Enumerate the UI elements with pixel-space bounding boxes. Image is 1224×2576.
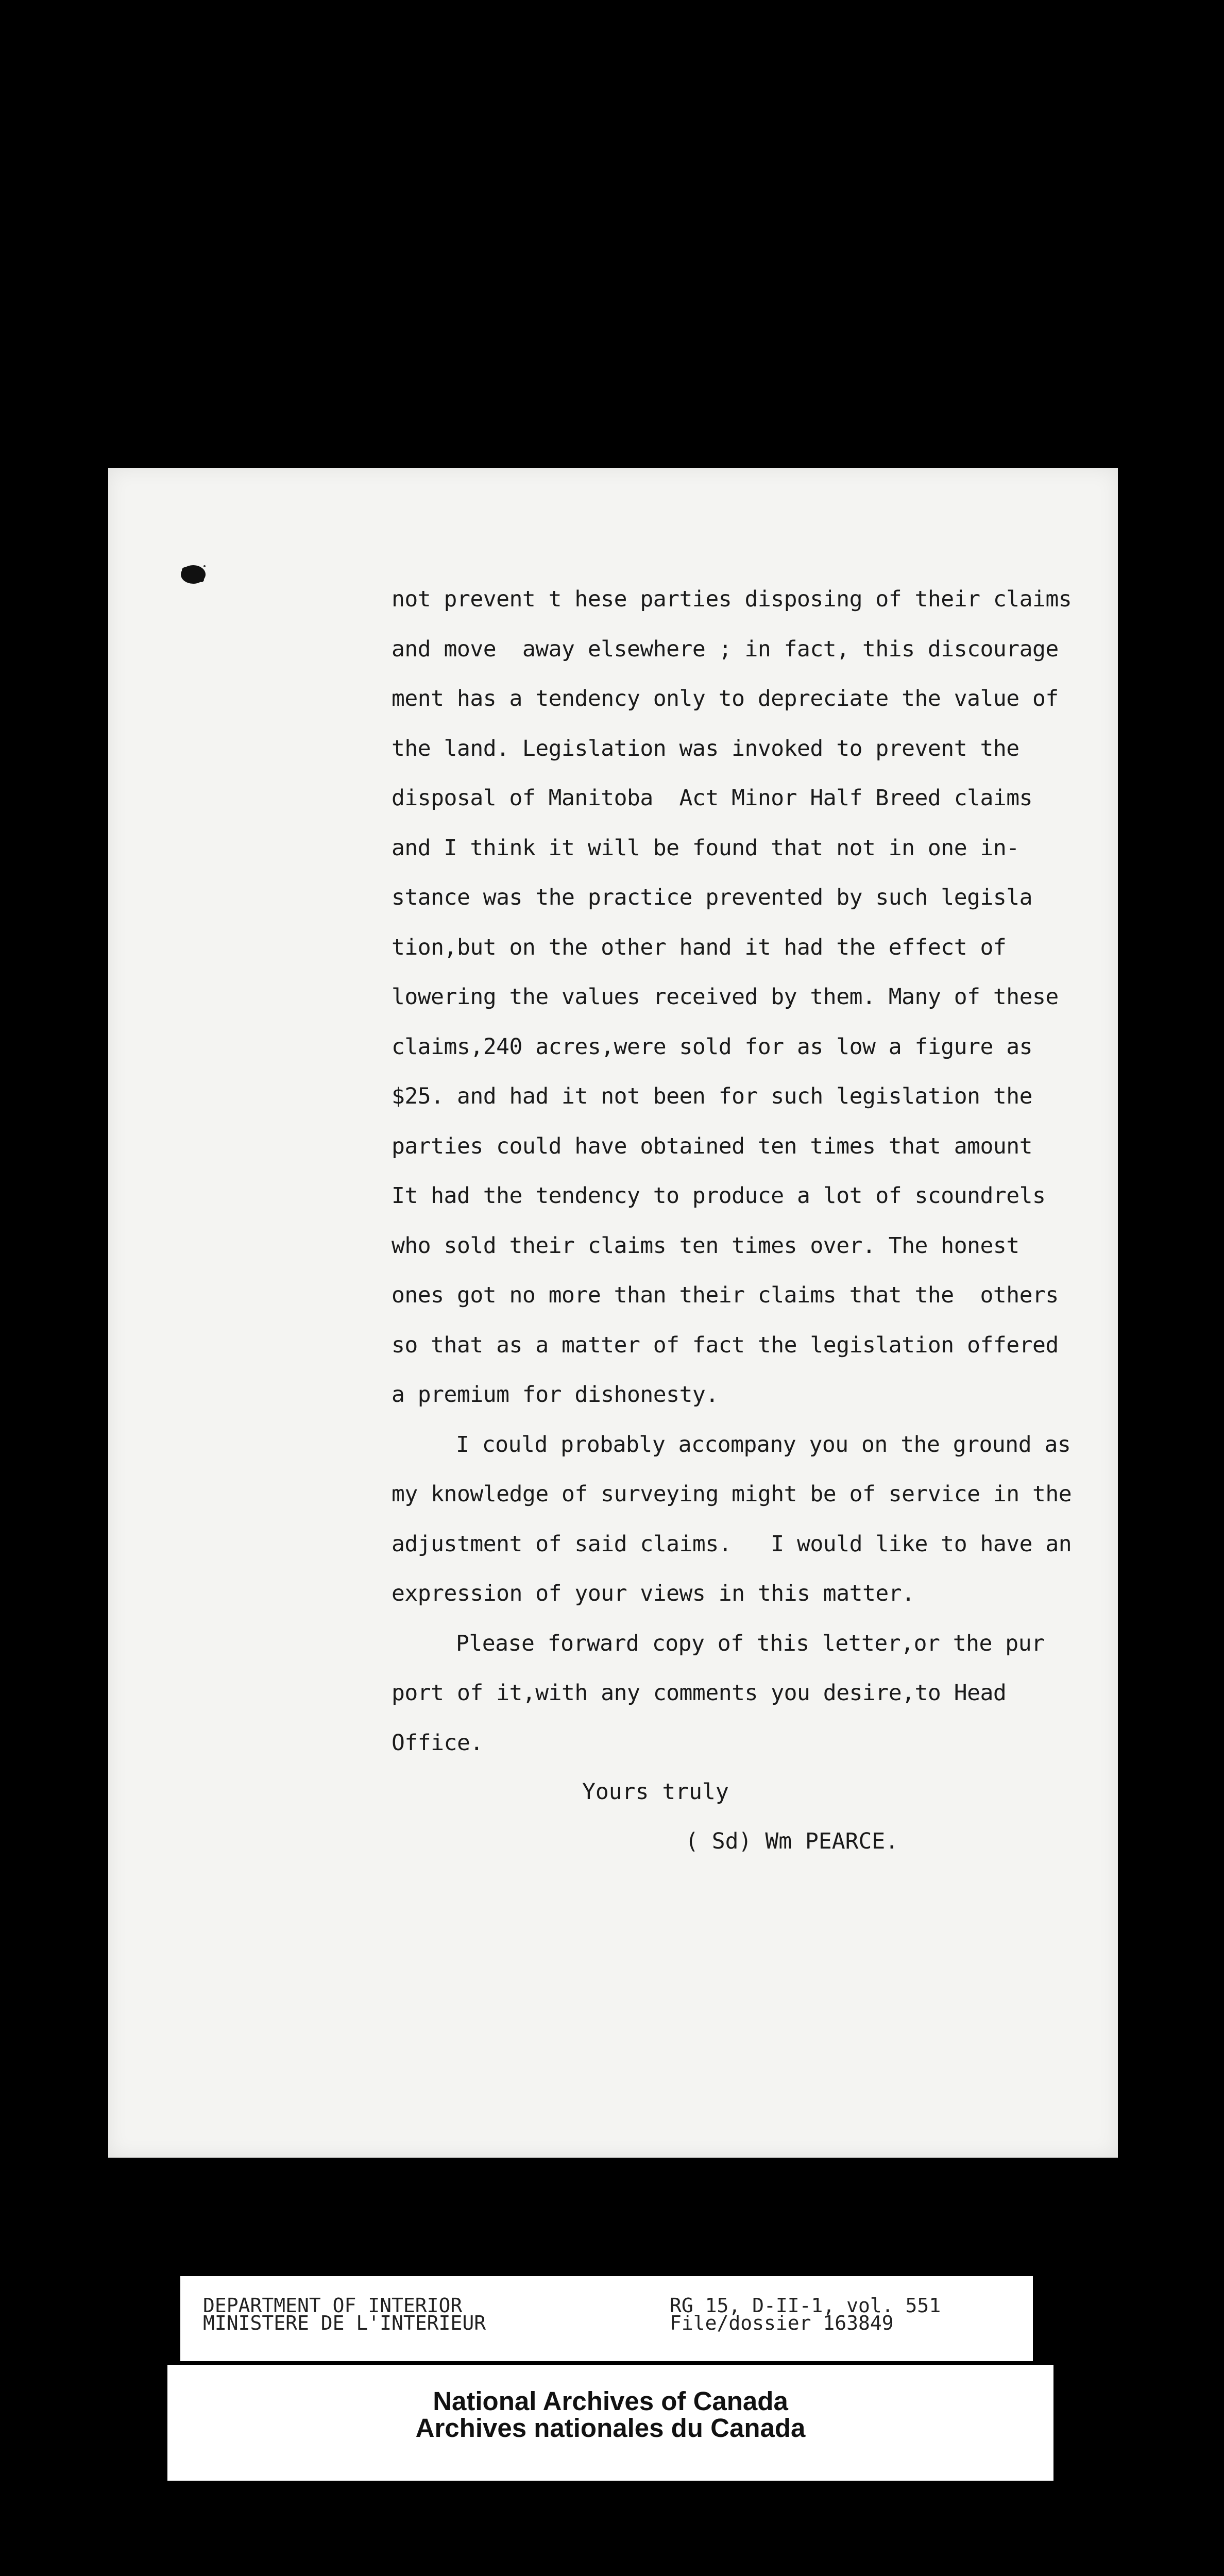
letter-signature: ( Sd) Wm PEARCE. [685,1828,899,1854]
letter-closing: Yours truly [582,1779,729,1805]
letter-line: Please forward copy of this letter,or the pur [456,1630,1045,1656]
archives-banner [167,2365,1053,2481]
ink-blot-mark [178,559,209,590]
letter-line: It had the tendency to produce a lot of scoundrels [392,1183,1046,1209]
letter-line: I could probably accompany you on the ground as [456,1431,1071,1458]
letter-line: not prevent t hese parties disposing of their claims [392,586,1072,612]
department-french: MINISTERE DE L'INTERIEUR [203,2312,486,2334]
letter-line: the land. Legislation was invoked to prevent the [392,735,1019,761]
letter-line: who sold their claims ten times over. The honest [392,1232,1019,1259]
letter-line: port of it,with any comments you desire,to Head [392,1680,1007,1706]
letter-line: and I think it will be found that not in one in- [392,835,1019,861]
reference-block [670,2294,941,2334]
archives-name-english: National Archives of Canada [433,2386,788,2416]
letter-line: $25. and had it not been for such legislation the [392,1083,1033,1109]
department-block [203,2294,486,2334]
letter-line: ones got no more than their claims that the others [392,1282,1059,1308]
letter-line: Office. [392,1730,483,1756]
letter-line: claims,240 acres,were sold for as low a figure as [392,1033,1033,1060]
letter-line: stance was the practice prevented by such legisla [392,885,1033,910]
letter-line: so that as a matter of fact the legislation offered [392,1332,1059,1358]
record-group-reference: RG 15, D-II-1, vol. 551 [670,2294,941,2317]
letter-line: parties could have obtained ten times that amount [392,1133,1033,1159]
letter-line: expression of your views in this matter. [392,1581,915,1606]
letter-line: disposal of Manitoba Act Minor Half Breed claims [392,785,1033,811]
letter-line: lowering the values received by them. Many of these [392,984,1059,1010]
letter-line: and move away elsewhere ; in fact, this discourage [392,636,1059,662]
department-english: DEPARTMENT OF INTERIOR [203,2294,463,2317]
archive-reference-label [180,2276,1033,2361]
letter-line: a premium for dishonesty. [392,1382,719,1408]
letter-line: ment has a tendency only to depreciate the value of [392,686,1059,711]
letter-line: adjustment of said claims. I would like to have an [392,1531,1072,1557]
letter-line: tion,but on the other hand it had the effect of [392,934,1007,960]
file-number: File/dossier 163849 [670,2312,894,2334]
letter-body [392,574,1082,1768]
letter-line: my knowledge of surveying might be of service in the [392,1481,1072,1507]
archives-name-french: Archives nationales du Canada [415,2413,806,2443]
